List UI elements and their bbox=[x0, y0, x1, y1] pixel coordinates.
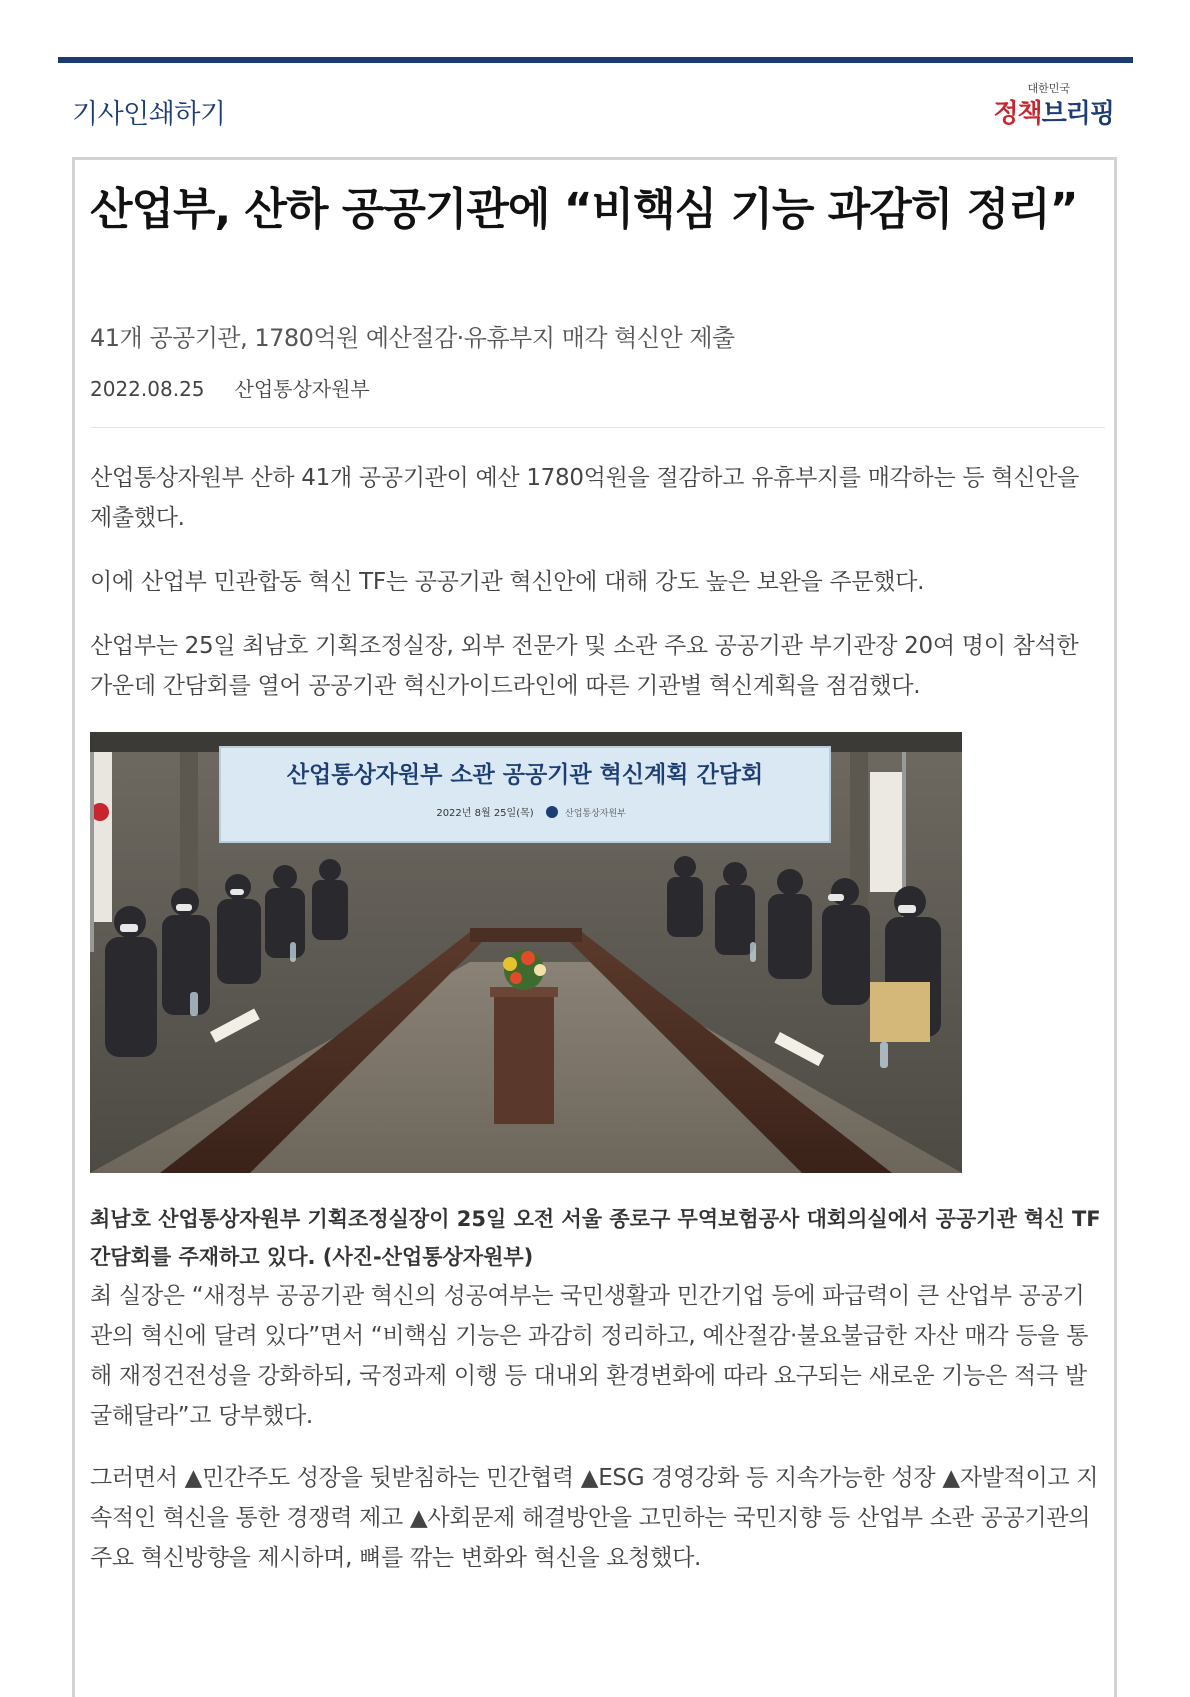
article-body-bottom bbox=[90, 1276, 1105, 1578]
logo-wordmark-red: 정책 bbox=[993, 99, 1042, 129]
article-department: 산업통상자원부 bbox=[234, 377, 370, 401]
photo-caption: 최남호 산업통상자원부 기획조정실장이 25일 오전 서울 종로구 무역보험공사 대회의실에서 공공기관 혁신 TF 간담회를 주재하고 있다. (사진-산업통상자원부) bbox=[90, 1207, 1101, 1269]
article-title: 산업부, 산하 공공기관에 “비핵심 기능 과감히 정리” bbox=[90, 184, 1078, 235]
banner-date: 2022년 8월 25일(목) bbox=[436, 808, 534, 819]
body-paragraph: 산업부는 25일 최남호 기획조정실장, 외부 전문가 및 소관 주요 공공기관 부기관장 20여 명이 참석한 가운데 간담회를 열어 공공기관 혁신가이드라인에 따른 기관별 혁신계획을 점검했다. bbox=[90, 633, 1079, 699]
body-paragraph: 그러면서 ▲민간주도 성장을 뒷받침하는 민간협력 ▲ESG 경영강화 등 지속가능한 성장 ▲자발적이고 지속적인 혁신을 통한 경쟁력 제고 ▲사회문제 해결방안을 고민하는 국민지향 등 산업부 소관 공공기관의 주요 혁신방향을 제시하며, 뼈를 깎는 변화와 혁신을 요청했다. bbox=[90, 1465, 1099, 1571]
print-article-link[interactable]: 기사인쇄하기 bbox=[72, 99, 226, 130]
meeting-photo-illustration bbox=[90, 732, 962, 1173]
body-paragraph: 최 실장은 “새정부 공공기관 혁신의 성공여부는 국민생활과 민간기업 등에 파급력이 큰 산업부 공공기관의 혁신에 달려 있다”면서 “비핵심 기능은 과감히 정리하고, 예산절감·불요불급한 자산 매각 등을 통해 재정건전성을 강화하되, 국정과제 이행 등 대내외 환경변화에 따라 요구되는 새로운 기능은 적극 발굴해달라”고 당부했다. bbox=[90, 1283, 1089, 1429]
korea-policy-briefing-logo[interactable] bbox=[964, 80, 1114, 132]
body-paragraph: 이에 산업부 민관합동 혁신 TF는 공공기관 혁신안에 대해 강도 높은 보완을 주문했다. bbox=[90, 569, 925, 595]
logo-country-text: 대한민국 bbox=[1027, 82, 1070, 95]
article-date: 2022.08.25 bbox=[90, 377, 205, 401]
header-divider bbox=[90, 427, 1105, 428]
logo-wordmark bbox=[993, 93, 1114, 130]
top-rule bbox=[58, 57, 1133, 63]
banner-org: 산업통상자원부 bbox=[565, 809, 626, 819]
article-photo bbox=[90, 732, 962, 1173]
article-body-top bbox=[90, 458, 1105, 706]
banner-title: 산업통상자원부 소관 공공기관 혁신계획 간담회 bbox=[286, 762, 764, 788]
body-paragraph: 산업통상자원부 산하 41개 공공기관이 예산 1780억원을 절감하고 유휴부지를 매각하는 등 혁신안을 제출했다. bbox=[90, 465, 1079, 531]
article-subtitle: 41개 공공기관, 1780억원 예산절감·유휴부지 매각 혁신안 제출 bbox=[90, 324, 735, 352]
article-meta bbox=[90, 373, 1105, 402]
logo-wordmark-rest: 브리핑 bbox=[1041, 99, 1114, 129]
